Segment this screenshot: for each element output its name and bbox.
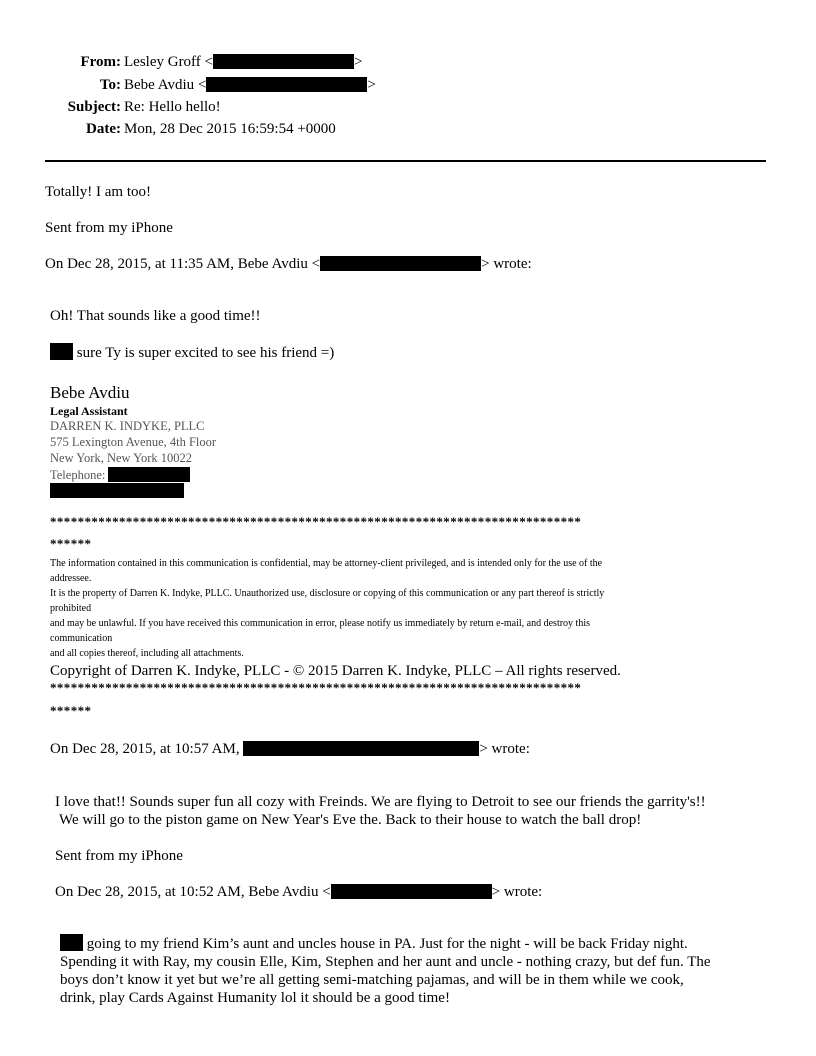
redaction-box: [213, 54, 354, 69]
redaction-box: [243, 741, 479, 756]
signature-name: Bebe Avdiu: [50, 383, 130, 402]
disclaimer-line: The information contained in this communication is confidential, may be attorney-client privileged, and is intended only for the use of the: [50, 558, 603, 569]
subject-value: Re: Hello hello!: [124, 99, 221, 115]
from-value: Lesley Groff <: [124, 54, 213, 70]
redaction-box: [108, 467, 190, 482]
msg4-line1-row: [60, 934, 780, 953]
stars-divider: *****************************************************************************: [50, 514, 582, 529]
quote-prefix: On Dec 28, 2015, at 11:35 AM, Bebe Avdiu <: [45, 256, 321, 272]
signature-address2: New York, New York 10022: [50, 451, 193, 465]
date-label: Date:: [86, 121, 121, 137]
redaction-box: [320, 256, 481, 271]
disclaimer-text: [50, 558, 750, 660]
header-divider: [45, 160, 766, 162]
telephone-label: Telephone:: [50, 468, 106, 482]
quote-suffix: > wrote:: [481, 256, 532, 272]
stars-divider: ******: [50, 703, 92, 718]
quote2-header: [50, 740, 530, 758]
quote-prefix: On Dec 28, 2015, at 10:52 AM, Bebe Avdiu <: [55, 884, 331, 900]
msg2-line2: sure Ty is super excited to see his friend =): [76, 345, 335, 361]
redaction-box: [50, 483, 184, 498]
disclaimer-line: communication: [50, 633, 113, 644]
to-close: >: [367, 77, 376, 93]
from-label: From:: [80, 54, 121, 70]
from-value-row: [124, 53, 362, 71]
subject-label: Subject:: [67, 99, 121, 115]
msg4-line2: Spending it with Ray, my cousin Elle, Kim, Stephen and her aunt and uncle - nothing crazy, but def fun. The: [60, 954, 711, 970]
reply-sent-from: Sent from my iPhone: [45, 220, 173, 236]
date-value-row: [124, 120, 336, 138]
signature-firm: DARREN K. INDYKE, PLLC: [50, 419, 205, 433]
to-label: To:: [99, 77, 121, 93]
redaction-box: [60, 934, 83, 951]
redaction-box: [206, 77, 367, 92]
msg3-quote-header: [55, 883, 542, 901]
msg4-line1: going to my friend Kim’s aunt and uncles house in PA. Just for the night - will be back Friday night.: [86, 936, 688, 952]
msg4-paragraph: [60, 934, 780, 1007]
signature-telephone-row: [50, 467, 190, 483]
msg3-sent-from: Sent from my iPhone: [55, 848, 183, 864]
msg2-line2-row: [50, 343, 334, 362]
disclaimer-line: It is the property of Darren K. Indyke, PLLC. Unauthorized use, disclosure or copying of this communication or any part thereof is strictly: [50, 588, 605, 599]
disclaimer-line: and may be unlawful. If you have received this communication in error, please notify us immediately by return e-mail, and destroy this: [50, 618, 590, 629]
disclaimer-line: and all copies thereof, including all attachments.: [50, 648, 244, 659]
reply-body: Totally! I am too!: [45, 184, 152, 200]
signature-title: Legal Assistant: [50, 404, 128, 418]
stars-divider: *****************************************************************************: [50, 680, 582, 695]
msg4-line4: drink, play Cards Against Humanity lol it should be a good time!: [60, 990, 450, 1006]
redaction-box: [50, 343, 73, 360]
quote-prefix: On Dec 28, 2015, at 10:57 AM,: [50, 741, 240, 757]
quote-suffix: > wrote:: [479, 741, 530, 757]
redaction-box: [331, 884, 492, 899]
reply-quote-header: [45, 255, 532, 273]
msg3-line2: We will go to the piston game on New Year's Eve the. Back to their house to watch the ball drop!: [59, 812, 642, 828]
subject-value-row: [124, 98, 221, 116]
to-value: Bebe Avdiu <: [124, 77, 207, 93]
date-value: Mon, 28 Dec 2015 16:59:54 +0000: [124, 121, 336, 137]
disclaimer-line: prohibited: [50, 603, 92, 614]
signature-address1: 575 Lexington Avenue, 4th Floor: [50, 435, 217, 449]
copyright-notice: Copyright of Darren K. Indyke, PLLC - © 2015 Darren K. Indyke, PLLC – All rights reserved.: [50, 663, 621, 679]
msg2-line1: Oh! That sounds like a good time!!: [50, 308, 261, 324]
msg3-line1: I love that!! Sounds super fun all cozy with Freinds. We are flying to Detroit to see our friends the garrity's!!: [55, 794, 706, 810]
disclaimer-line: addressee.: [50, 573, 92, 584]
msg4-line3: boys don’t know it yet but we’re all getting semi-matching pajamas, and will be in them while we cook,: [60, 972, 684, 988]
from-close: >: [354, 54, 363, 70]
quote-suffix: > wrote:: [491, 884, 543, 900]
stars-divider: ******: [50, 536, 92, 551]
to-value-row: [124, 76, 376, 94]
